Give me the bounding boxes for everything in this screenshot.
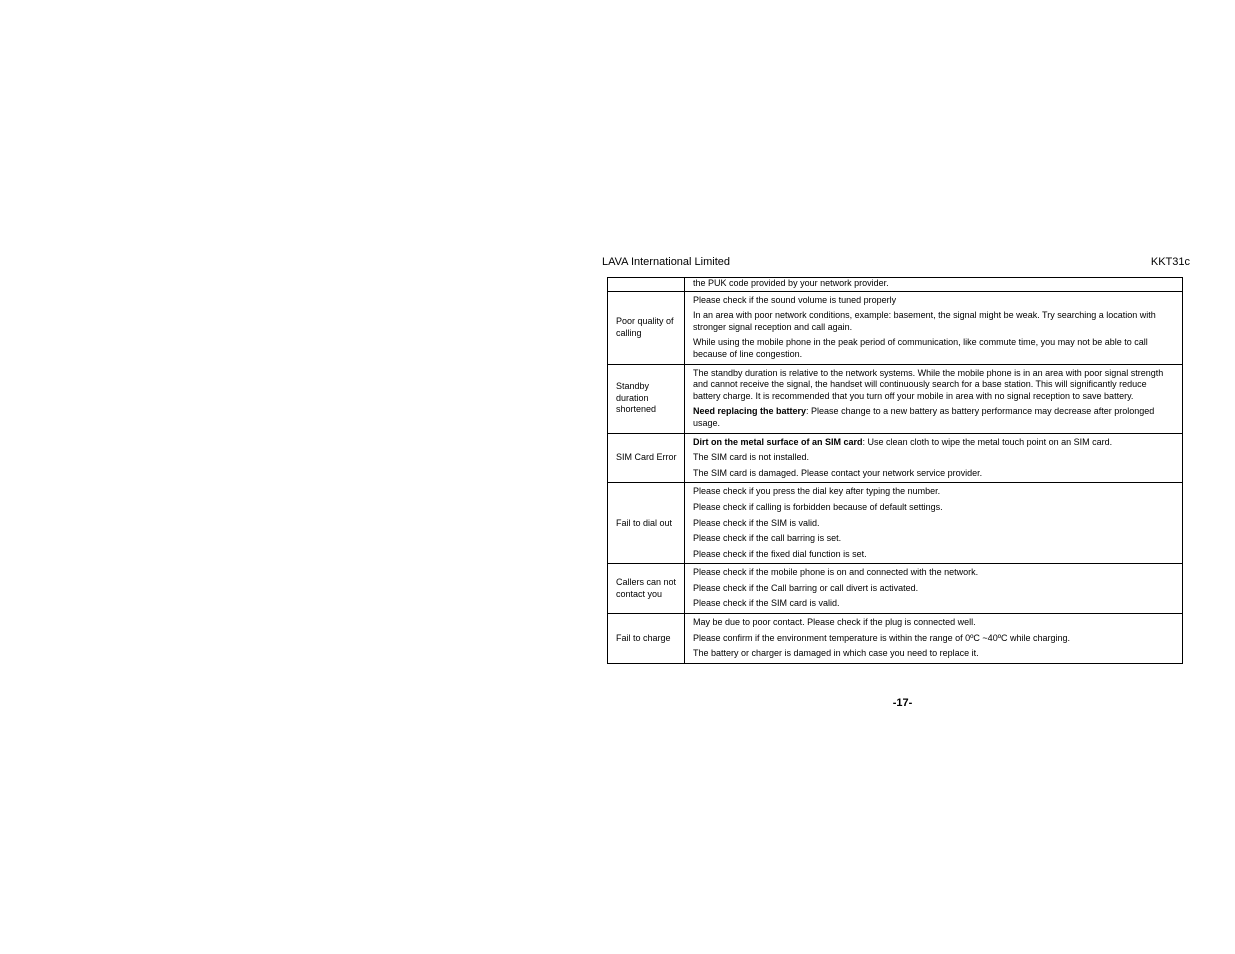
solution-text: In an area with poor network conditions, example: basement, the signal might be weak. Try searching a location with stronger signal reception and call again. <box>693 310 1156 332</box>
solution-line <box>693 549 1176 561</box>
solution-cell <box>685 433 1183 483</box>
solution-text: Please check if the SIM card is valid. <box>693 598 840 609</box>
solution-line <box>693 617 1176 629</box>
solution-line <box>693 486 1176 498</box>
solution-line <box>693 310 1176 333</box>
solution-line <box>693 633 1176 645</box>
problem-cell: Fail to dial out <box>608 483 685 564</box>
table-row <box>608 278 1183 292</box>
solution-line <box>693 648 1176 660</box>
solution-text: The battery or charger is damaged in which case you need to replace it. <box>693 648 979 659</box>
problem-cell: SIM Card Error <box>608 433 685 483</box>
solution-text: : Please change to a new battery as battery performance may decrease after prolonged usage. <box>693 406 1155 428</box>
solution-lead-bold: Need replacing the battery <box>693 406 807 417</box>
solution-text: The SIM card is not installed. <box>693 452 810 463</box>
solution-line <box>693 406 1176 429</box>
solution-cell <box>685 291 1183 364</box>
solution-cell <box>685 564 1183 614</box>
solution-text: The standby duration is relative to the network systems. While the mobile phone is in an area with poor signal strength and cannot receive the signal, the handset will continuously search for a base station. This will significantly reduce battery charge. It is recommended that you turn off your mobile in area with no signal reception to save battery. <box>693 367 1164 401</box>
problem-cell: Fail to charge <box>608 614 685 664</box>
solution-cell <box>685 614 1183 664</box>
company-name: LAVA International Limited <box>602 256 731 268</box>
solution-line <box>693 278 1176 290</box>
solution-text: The SIM card is damaged. Please contact your network service provider. <box>693 467 983 478</box>
solution-line <box>693 598 1176 610</box>
solution-text: Please check if the fixed dial function is set. <box>693 548 867 559</box>
solution-cell <box>685 364 1183 433</box>
solution-line <box>693 468 1176 480</box>
solution-line <box>693 533 1176 545</box>
solution-text: Please check if you press the dial key after typing the number. <box>693 486 941 497</box>
solution-text: : Use clean cloth to wipe the metal touch point on an SIM card. <box>862 436 1113 447</box>
solution-line <box>693 437 1176 449</box>
solution-text: Please confirm if the environment temperature is within the range of 0ºC ~40ºC while charging. <box>693 632 1071 643</box>
solution-line <box>693 295 1176 307</box>
table-row <box>608 614 1183 664</box>
solution-text: the PUK code provided by your network provider. <box>693 278 889 288</box>
solution-text: Please check if the Call barring or call divert is activated. <box>693 582 919 593</box>
solution-cell <box>685 483 1183 564</box>
table-row <box>608 364 1183 433</box>
solution-line <box>693 583 1176 595</box>
table-row <box>608 483 1183 564</box>
solution-text: Please check if the mobile phone is on and connected with the network. <box>693 567 979 578</box>
solution-text: Please check if the sound volume is tuned properly <box>693 294 897 305</box>
solution-line <box>693 452 1176 464</box>
solution-text: Please check if calling is forbidden because of default settings. <box>693 501 943 512</box>
page-number: -17- <box>892 697 913 709</box>
solution-text: May be due to poor contact. Please check if the plug is connected well. <box>693 617 976 628</box>
solution-line <box>693 368 1176 403</box>
troubleshooting-table <box>607 277 1183 664</box>
table-row <box>608 564 1183 614</box>
table-row <box>608 433 1183 483</box>
solution-line <box>693 337 1176 360</box>
problem-cell: Poor quality of calling <box>608 291 685 364</box>
problem-cell: Standby duration shortened <box>608 364 685 433</box>
solution-line <box>693 567 1176 579</box>
solution-text: Please check if the SIM is valid. <box>693 517 820 528</box>
problem-cell: Callers can not contact you <box>608 564 685 614</box>
table-row <box>608 291 1183 364</box>
model-number: KKT31c <box>1150 256 1190 268</box>
solution-lead-bold: Dirt on the metal surface of an SIM card <box>693 436 863 447</box>
troubleshooting-table-body <box>608 278 1183 664</box>
problem-cell <box>608 278 685 292</box>
solution-text: While using the mobile phone in the peak period of communication, like commute time, you may not be able to call because of line congestion. <box>693 337 1148 359</box>
solution-line <box>693 502 1176 514</box>
solution-cell <box>685 278 1183 292</box>
solution-text: Please check if the call barring is set. <box>693 533 842 544</box>
solution-line <box>693 518 1176 530</box>
